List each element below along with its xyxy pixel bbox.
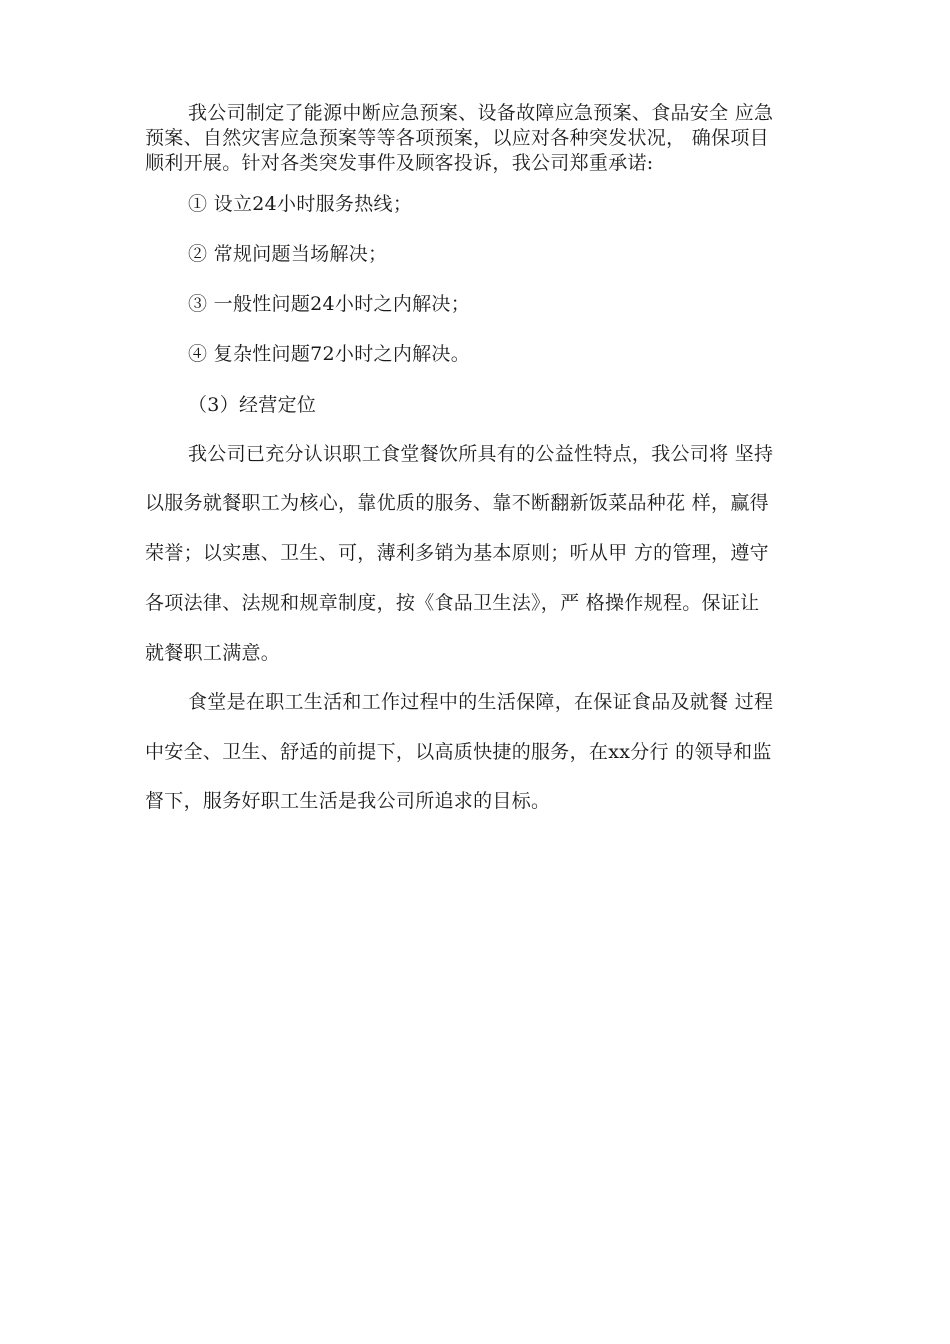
commitment-item-3: ③ 一般性问题24小时之内解决；: [188, 293, 471, 315]
paragraph-1-line-2: 预案、自然灾害应急预案等等各项预案，以应对各种突发状况， 确保项目: [145, 127, 769, 149]
paragraph-2-line-5: 就餐职工满意。: [145, 642, 281, 664]
commitment-item-2: ② 常规问题当场解决；: [188, 243, 388, 265]
paragraph-1-line-1: 我公司制定了能源中断应急预案、设备故障应急预案、食品安全 应急: [188, 102, 774, 124]
paragraph-3-line-1: 食堂是在职工生活和工作过程中的生活保障，在保证食品及就餐 过程: [188, 691, 774, 713]
paragraph-2-line-1: 我公司已充分认识职工食堂餐饮所具有的公益性特点，我公司将 坚持: [188, 443, 774, 465]
paragraph-2-line-4: 各项法律、法规和规章制度，按《食品卫生法》，严 格操作规程。保证让: [145, 592, 760, 614]
paragraph-2-line-3: 荣誉；以实惠、卫生、可，薄利多销为基本原则；听从甲 方的管理，遵守: [145, 542, 769, 564]
paragraph-3-line-3: 督下，服务好职工生活是我公司所追求的目标。: [145, 790, 551, 812]
paragraph-1-line-3: 顺利开展。针对各类突发事件及顾客投诉，我公司郑重承诺:: [145, 152, 654, 174]
commitment-item-1: ① 设立24小时服务热线；: [188, 193, 413, 215]
paragraph-3-line-2: 中安全、卫生、舒适的前提下，以高质快捷的服务，在xx分行 的领导和监: [145, 741, 772, 763]
commitment-item-4: ④ 复杂性问题72小时之内解决。: [188, 343, 471, 365]
section-heading: （3）经营定位: [188, 394, 317, 416]
paragraph-2-line-2: 以服务就餐职工为核心，靠优质的服务、靠不断翻新饭菜品种花 样，赢得: [145, 492, 769, 514]
